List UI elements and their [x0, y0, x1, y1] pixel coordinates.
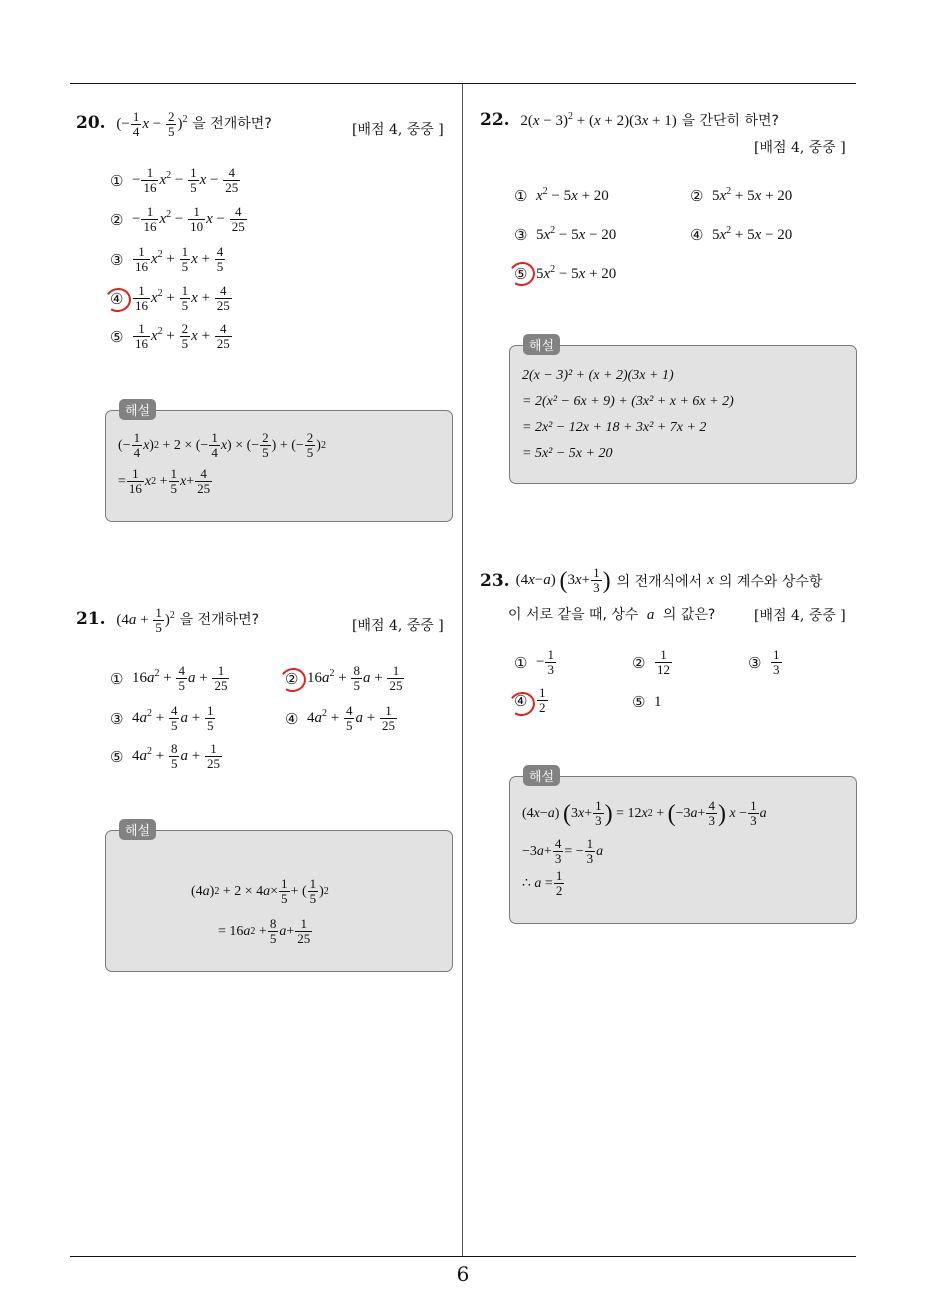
- q21-solution-box: [105, 824, 453, 972]
- therefore-symbol: ∴: [522, 876, 531, 892]
- q22-solution-line-1: 2(x − 3)² + (x + 2)(3x + 1): [522, 368, 674, 383]
- q22-expression: $2(x - 3)^2 + (x + 2)(3x + 1)$: [520, 111, 677, 129]
- q20-option-1[interactable]: ① − $\frac{1}{16}$ $x^2$ − $\frac{1}{5}$ x − $\frac{4}{25}$: [110, 165, 239, 196]
- q20-option-3[interactable]: ③ $\frac{1}{16}$ $x^2$ + $\frac{1}{5}$ x + $\frac{4}{5}$: [110, 244, 224, 275]
- q22-solution-tab: 해설: [523, 334, 560, 355]
- q22-text: 을 간단히 하면?: [681, 113, 779, 129]
- q20-text: 을 전개하면?: [192, 115, 272, 132]
- q23-solution-box: [509, 770, 857, 924]
- q23-option-3[interactable]: ③ $\frac{1}{3}$: [748, 647, 780, 678]
- q23-solution-line-2: −3 a + $\frac{4}{3}$ = − $\frac{1}{3}$ a: [522, 836, 604, 867]
- q20-stem: [76, 110, 272, 139]
- q22-option-2[interactable]: ② $5x^2 + 5x + 20$: [690, 186, 793, 205]
- q20-option-3-mark: ③: [110, 250, 124, 269]
- q21-option-4[interactable]: ④ $4a^2$ + $\frac{4}{5}$ a + $\frac{1}{25}$: [285, 703, 395, 734]
- q22-solution-line-3: = 2x² − 12x + 18 + 3x² + 7x + 2: [522, 420, 707, 435]
- q22-option-2-mark: ②: [690, 186, 704, 205]
- q23-option-2[interactable]: ② $\frac{1}{12}$: [632, 647, 670, 678]
- q20-solution-tab: 해설: [119, 399, 156, 420]
- q23-option-5[interactable]: [632, 693, 662, 711]
- q21-option-5-mark: ⑤: [110, 747, 124, 766]
- q21-number: 21.: [76, 608, 106, 629]
- q21-option-4-mark: ④: [285, 709, 299, 728]
- q22-solution-line-2: = 2(x² − 6x + 9) + (3x² + x + 6x + 2): [522, 394, 734, 409]
- q23-solution-line-3: ∴ a = $\frac{1}{2}$: [522, 868, 563, 899]
- q21-option-2[interactable]: ② $16a^2$ + $\frac{8}{5}$ a + $\frac{1}{25}$: [285, 663, 403, 694]
- q20-option-1-mark: ①: [110, 171, 124, 190]
- q20-option-4-mark: ④: [110, 289, 124, 308]
- q22-option-5-mark: ⑤: [514, 264, 528, 283]
- q20-expression: (− $\frac{1}{4}$ x − $\frac{2}{5}$ )$^2$: [116, 109, 188, 140]
- q23-var-x: x: [707, 572, 714, 589]
- q20-solution-line-2: = $\frac{1}{16}$ x 2 + $\frac{1}{5}$ x + $\frac{4}{25}$: [118, 466, 211, 497]
- q23-var-a: a: [646, 607, 655, 623]
- q23-solution-tab: 해설: [523, 765, 560, 786]
- q22-option-1-mark: ①: [514, 186, 528, 205]
- q23-stem-line-2: [508, 604, 715, 624]
- q20-option-5-mark: ⑤: [110, 327, 124, 346]
- column-divider: [462, 84, 463, 1257]
- q22-option-5[interactable]: ⑤ $5x^2 - 5x + 20$: [514, 264, 617, 283]
- q23-option-1-mark: ①: [514, 653, 528, 672]
- q23-expression: (4 x − a ) ( 3 x + $\frac{1}{3}$ ): [515, 565, 611, 596]
- q20-solution-line-1: (− $\frac{1}{4}$ x ) 2 + 2 × (− $\frac{1}{4}$ x ) × (− $\frac{2}{5}$ ) + (− $\frac{2}{5}$ ) 2: [118, 430, 326, 461]
- q21-option-2-mark: ②: [285, 669, 299, 688]
- q22-solution-line-4: = 5x² − 5x + 20: [522, 446, 613, 461]
- q21-stem: [76, 606, 259, 635]
- q23-number: 23.: [480, 570, 510, 591]
- q21-option-3-mark: ③: [110, 709, 124, 728]
- bottom-rule: [70, 1256, 856, 1257]
- q21-option-3[interactable]: ③ $4a^2$ + $\frac{4}{5}$ a + $\frac{1}{5}$: [110, 703, 214, 734]
- q21-option-1-mark: ①: [110, 669, 124, 688]
- q22-option-4-mark: ④: [690, 225, 704, 244]
- q22-stem: [480, 110, 779, 130]
- q23-text-3: 이 서로 같을 때, 상수: [508, 607, 639, 623]
- q20-option-4[interactable]: ④ $\frac{1}{16}$ $x^2$ + $\frac{1}{5}$ x + $\frac{4}{25}$: [110, 283, 230, 314]
- q23-option-2-mark: ②: [632, 653, 646, 672]
- q21-solution-line-2: = 16 a 2 + $\frac{8}{5}$ a + $\frac{1}{25}$: [218, 916, 311, 947]
- q22-option-1[interactable]: ① $x^2 - 5x + 20$: [514, 186, 609, 205]
- q20-number: 20.: [76, 112, 106, 133]
- q21-solution-line-1: (4 a ) 2 + 2 × 4 a × $\frac{1}{5}$ + ( $\frac{1}{5}$ ) 2: [191, 876, 329, 907]
- q21-text: 을 전개하면?: [179, 611, 260, 628]
- q20-points: [배점 4, 중중 ]: [352, 122, 444, 138]
- q21-expression: (4a + $\frac{1}{5}$ )$^2$: [116, 605, 175, 636]
- q23-text-2: 의 계수와 상수항: [718, 573, 823, 590]
- q23-option-4[interactable]: ④ $\frac{1}{2}$: [514, 685, 546, 716]
- page-number: 6: [456, 1262, 470, 1286]
- q23-option-1[interactable]: ① − $\frac{1}{3}$: [514, 647, 554, 678]
- q23-solution-line-1: (4 x − a ) ( 3 x + $\frac{1}{3}$ ) = 12 x 2 + ( −3 a + $\frac{4}{3}$ ) x − $\frac{1}{3}$ a: [522, 798, 767, 829]
- q23-text-4: 의 값은?: [662, 607, 716, 623]
- q22-solution-box: [509, 339, 857, 484]
- q21-option-1[interactable]: ① $16a^2$ + $\frac{4}{5}$ a + $\frac{1}{25}$: [110, 663, 228, 694]
- q20-solution-box: [105, 404, 453, 522]
- q23-option-5-mark: ⑤: [632, 693, 646, 711]
- q23-option-3-mark: ③: [748, 653, 762, 672]
- q20-option-2[interactable]: ② − $\frac{1}{16}$ $x^2$ − $\frac{1}{10}$ x − $\frac{4}{25}$: [110, 204, 245, 235]
- top-rule: [70, 83, 856, 84]
- q23-option-4-mark: ④: [514, 691, 528, 710]
- q22-option-4[interactable]: ④ $5x^2 + 5x - 20$: [690, 225, 793, 244]
- q23-stem-line-1: [480, 566, 822, 595]
- q23-option-5-value: 1: [654, 693, 662, 710]
- q22-number: 22.: [480, 110, 510, 130]
- q20-option-5[interactable]: ⑤ $\frac{1}{16}$ $x^2$ + $\frac{2}{5}$ x + $\frac{4}{25}$: [110, 321, 230, 352]
- q22-option-3-mark: ③: [514, 225, 528, 244]
- q23-points: [배점 4, 중중 ]: [754, 608, 846, 624]
- q22-option-3[interactable]: ③ $5x^2 - 5x - 20$: [514, 225, 617, 244]
- q21-option-5[interactable]: ⑤ $4a^2$ + $\frac{8}{5}$ a + $\frac{1}{25}$: [110, 741, 220, 772]
- q23-text-1: 의 전개식에서: [616, 573, 703, 590]
- q22-points: [배점 4, 중중 ]: [754, 140, 846, 156]
- q21-solution-tab: 해설: [119, 819, 156, 840]
- q20-option-2-mark: ②: [110, 210, 124, 229]
- q21-points: [배점 4, 중중 ]: [352, 618, 444, 634]
